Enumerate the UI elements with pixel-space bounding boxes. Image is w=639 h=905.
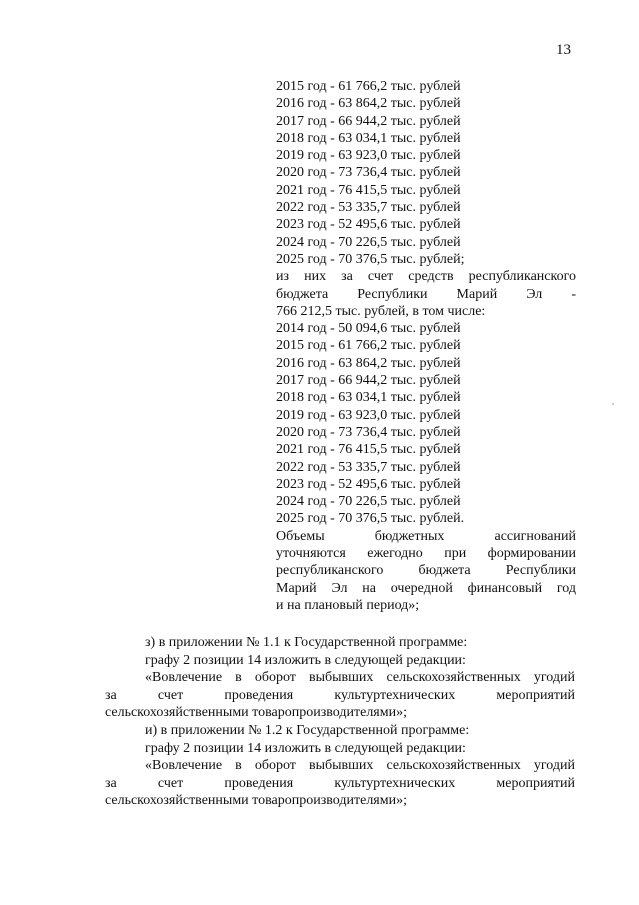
- budget-intro-line: бюджета Республики Марий Эл -: [276, 286, 576, 302]
- funding-line: 2022 год - 53 335,7 тыс. рублей: [276, 200, 461, 216]
- amendment-i-quote-line: «Вовлечение в оборот выбывших сельскохозяйственных угодий: [145, 758, 575, 774]
- scan-speck: [612, 403, 614, 405]
- amendment-i-intro: и) в приложении № 1.2 к Государственной программе:: [145, 722, 470, 738]
- funding-line: 2015 год - 61 766,2 тыс. рублей: [276, 79, 461, 94]
- funding-line: 2015 год - 61 766,2 тыс. рублей: [276, 338, 461, 354]
- page-number: 13: [556, 42, 571, 58]
- funding-line: 2020 год - 73 736,4 тыс. рублей: [276, 424, 461, 440]
- funding-column: [276, 78, 576, 614]
- volumes-note: [276, 528, 576, 614]
- budget-intro: [276, 268, 576, 320]
- volumes-note-line: Марий Эл на очередной финансовый год: [276, 580, 576, 596]
- funding-line: 2019 год - 63 923,0 тыс. рублей: [276, 407, 461, 423]
- funding-line: 2018 год - 63 034,1 тыс. рублей: [276, 130, 461, 146]
- funding-line: 2025 год - 70 376,5 тыс. рублей.: [276, 511, 465, 527]
- budget-intro-line: из них за счет средств республиканского: [276, 269, 576, 285]
- amendment-z-quote-line: сельскохозяйственными товаропроизводителями»;: [105, 705, 407, 721]
- funding-line: 2014 год - 50 094,6 тыс. рублей: [276, 321, 461, 337]
- amendment-i-instruction: графу 2 позиции 14 изложить в следующей редакции:: [145, 740, 466, 756]
- amendment-i-quote-line: сельскохозяйственными товаропроизводителями»;: [105, 793, 407, 809]
- funding-line: 2025 год - 70 376,5 тыс. рублей;: [276, 251, 465, 267]
- volumes-note-line: уточняются ежегодно при формировании: [276, 546, 576, 562]
- amendment-z-quote-line: «Вовлечение в оборот выбывших сельскохозяйственных угодий: [145, 670, 575, 686]
- volumes-note-line: Объемы бюджетных ассигнований: [276, 528, 576, 544]
- funding-line: 2024 год - 70 226,5 тыс. рублей: [276, 494, 461, 510]
- funding-line: 2023 год - 52 495,6 тыс. рублей: [276, 217, 461, 233]
- amendment-z-instruction: графу 2 позиции 14 изложить в следующей редакции:: [145, 652, 466, 668]
- amendments-section: [105, 634, 575, 810]
- funding-line: 2017 год - 66 944,2 тыс. рублей: [276, 373, 461, 389]
- funding-list-second: [276, 320, 576, 528]
- funding-line: 2021 год - 76 415,5 тыс. рублей: [276, 442, 461, 458]
- funding-line: 2022 год - 53 335,7 тыс. рублей: [276, 459, 461, 475]
- funding-line: 2020 год - 73 736,4 тыс. рублей: [276, 165, 461, 181]
- funding-line: 2016 год - 63 864,2 тыс. рублей: [276, 355, 461, 371]
- funding-line: 2018 год - 63 034,1 тыс. рублей: [276, 390, 461, 406]
- volumes-note-line: республиканского бюджета Республики: [276, 563, 576, 579]
- funding-line: 2019 год - 63 923,0 тыс. рублей: [276, 148, 461, 164]
- amendment-z-intro: з) в приложении № 1.1 к Государственной программе:: [145, 635, 468, 650]
- amendment-z-quote-line: за счет проведения культуртехнических мероприятий: [105, 687, 575, 703]
- volumes-note-line: и на плановый период»;: [276, 597, 420, 613]
- funding-line: 2024 год - 70 226,5 тыс. рублей: [276, 234, 461, 250]
- funding-line: 2017 год - 66 944,2 тыс. рублей: [276, 113, 461, 129]
- funding-line: 2021 год - 76 415,5 тыс. рублей: [276, 182, 461, 198]
- funding-list-first: [276, 78, 576, 268]
- budget-intro-line: 766 212,5 тыс. рублей, в том числе:: [276, 303, 486, 319]
- funding-line: 2016 год - 63 864,2 тыс. рублей: [276, 96, 461, 112]
- amendment-i-quote-line: за счет проведения культуртехнических мероприятий: [105, 775, 575, 791]
- funding-line: 2023 год - 52 495,6 тыс. рублей: [276, 476, 461, 492]
